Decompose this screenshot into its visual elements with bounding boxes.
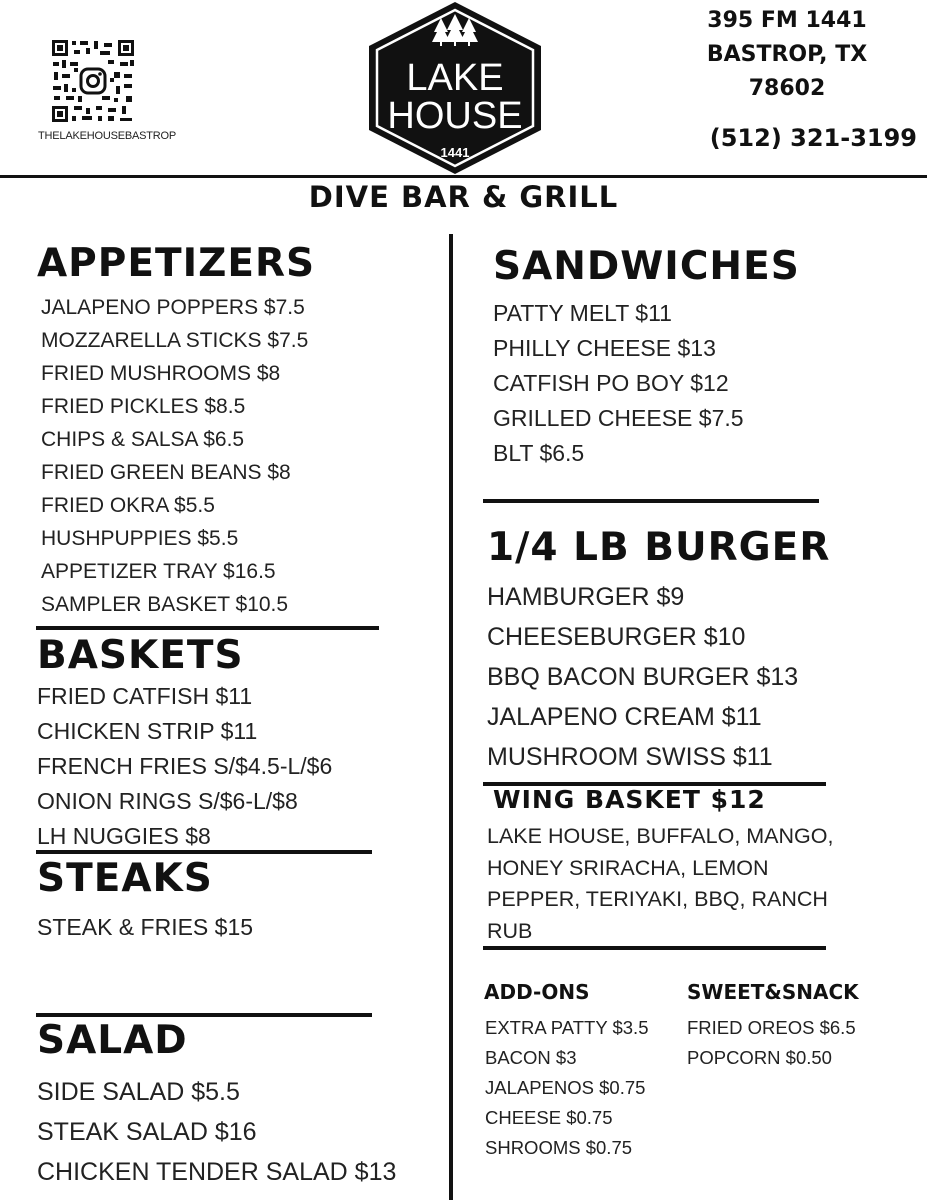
salad-list <box>37 1072 396 1192</box>
list-item: SIDE SALAD $5.5 <box>37 1078 240 1106</box>
list-item: FRIED PICKLES $8.5 <box>41 395 246 418</box>
qr-code-icon <box>50 38 136 124</box>
steaks-heading: STEAKS <box>37 856 213 901</box>
list-item: SAMPLER BASKET $10.5 <box>41 593 289 616</box>
tagline: DIVE BAR & GRILL <box>308 180 619 214</box>
sweets-heading: SWEET&SNACK <box>687 980 859 1004</box>
list-item: CHICKEN STRIP $11 <box>37 718 258 744</box>
phone-number[interactable]: (512) 321-3199 <box>709 124 917 152</box>
list-item: BBQ BACON BURGER $13 <box>487 663 799 691</box>
list-item: STEAK SALAD $16 <box>37 1118 257 1146</box>
list-item: ONION RINGS S/$6-L/$8 <box>37 788 298 814</box>
section-divider <box>483 499 819 503</box>
list-item: MUSHROOM SWISS $11 <box>487 743 773 771</box>
baskets-heading: BASKETS <box>37 633 244 678</box>
list-item: SHROOMS $0.75 <box>485 1137 633 1158</box>
instagram-icon <box>78 66 108 96</box>
address-city: BASTROP, TX <box>706 42 868 67</box>
list-item: FRIED CATFISH $11 <box>37 683 253 709</box>
list-item: PEPPER, TERIYAKI, BBQ, RANCH <box>487 887 828 911</box>
svg-text:1441: 1441 <box>440 145 470 160</box>
steaks-list <box>37 910 253 945</box>
list-item: HONEY SRIRACHA, LEMON <box>487 855 769 880</box>
list-item: EXTRA PATTY $3.5 <box>485 1017 649 1038</box>
list-item: PATTY MELT $11 <box>493 300 672 326</box>
header-divider <box>0 175 927 178</box>
lake-house-logo <box>365 0 545 176</box>
wings-heading: WING BASKET $12 <box>493 785 766 814</box>
list-item: FRIED GREEN BEANS $8 <box>41 461 291 484</box>
appetizers-list <box>41 291 308 621</box>
list-item: CHEESEBURGER $10 <box>487 623 746 651</box>
sweets-list <box>687 1013 856 1073</box>
list-item: RUB <box>487 918 533 943</box>
address-zip: 78602 <box>748 76 826 101</box>
list-item: STEAK & FRIES $15 <box>37 914 254 940</box>
list-item: LAKE HOUSE, BUFFALO, MANGO, <box>487 824 834 848</box>
column-divider <box>449 234 453 1200</box>
list-item: BACON $3 <box>485 1047 577 1068</box>
burger-list <box>487 577 798 777</box>
appetizers-heading: APPETIZERS <box>37 241 316 286</box>
wings-flavors <box>487 821 833 947</box>
list-item: LH NUGGIES $8 <box>37 823 211 849</box>
list-item: JALAPENO CREAM $11 <box>487 703 762 731</box>
section-divider <box>36 1013 372 1017</box>
svg-text:HOUSE: HOUSE <box>387 95 523 137</box>
qr-caption: THELAKEHOUSEBASTROP <box>38 130 177 142</box>
list-item: FRIED OKRA $5.5 <box>41 494 215 517</box>
section-divider <box>36 850 372 854</box>
list-item: CHICKEN TENDER SALAD $13 <box>37 1158 397 1186</box>
list-item: FRENCH FRIES S/$4.5-L/$6 <box>37 753 333 779</box>
list-item: HUSHPUPPIES $5.5 <box>41 527 239 550</box>
burger-heading: 1/4 LB BURGER <box>487 525 831 570</box>
list-item: CHEESE $0.75 <box>485 1107 613 1128</box>
sandwiches-heading: SANDWICHES <box>493 244 800 289</box>
list-item: PHILLY CHEESE $13 <box>493 335 716 361</box>
list-item: POPCORN $0.50 <box>687 1047 832 1068</box>
baskets-list <box>37 679 332 854</box>
list-item: FRIED OREOS $6.5 <box>687 1017 856 1038</box>
list-item: FRIED MUSHROOMS $8 <box>41 362 281 385</box>
list-item: CHIPS & SALSA $6.5 <box>41 428 245 451</box>
svg-text:LAKE: LAKE <box>406 57 504 99</box>
address-street: 395 FM 1441 <box>707 8 867 33</box>
list-item: CATFISH PO BOY $12 <box>493 370 729 396</box>
list-item: GRILLED CHEESE $7.5 <box>493 405 744 431</box>
list-item: JALAPENO POPPERS $7.5 <box>41 296 305 319</box>
list-item: JALAPENOS $0.75 <box>485 1077 646 1098</box>
list-item: APPETIZER TRAY $16.5 <box>41 560 276 583</box>
section-divider <box>36 626 379 630</box>
addons-heading: ADD-ONS <box>484 980 590 1004</box>
list-item: MOZZARELLA STICKS $7.5 <box>41 329 309 352</box>
addons-list <box>485 1013 648 1163</box>
sandwiches-list <box>493 296 744 471</box>
list-item: BLT $6.5 <box>493 440 585 466</box>
list-item: HAMBURGER $9 <box>487 583 685 611</box>
salad-heading: SALAD <box>37 1018 188 1063</box>
section-divider <box>483 946 826 950</box>
